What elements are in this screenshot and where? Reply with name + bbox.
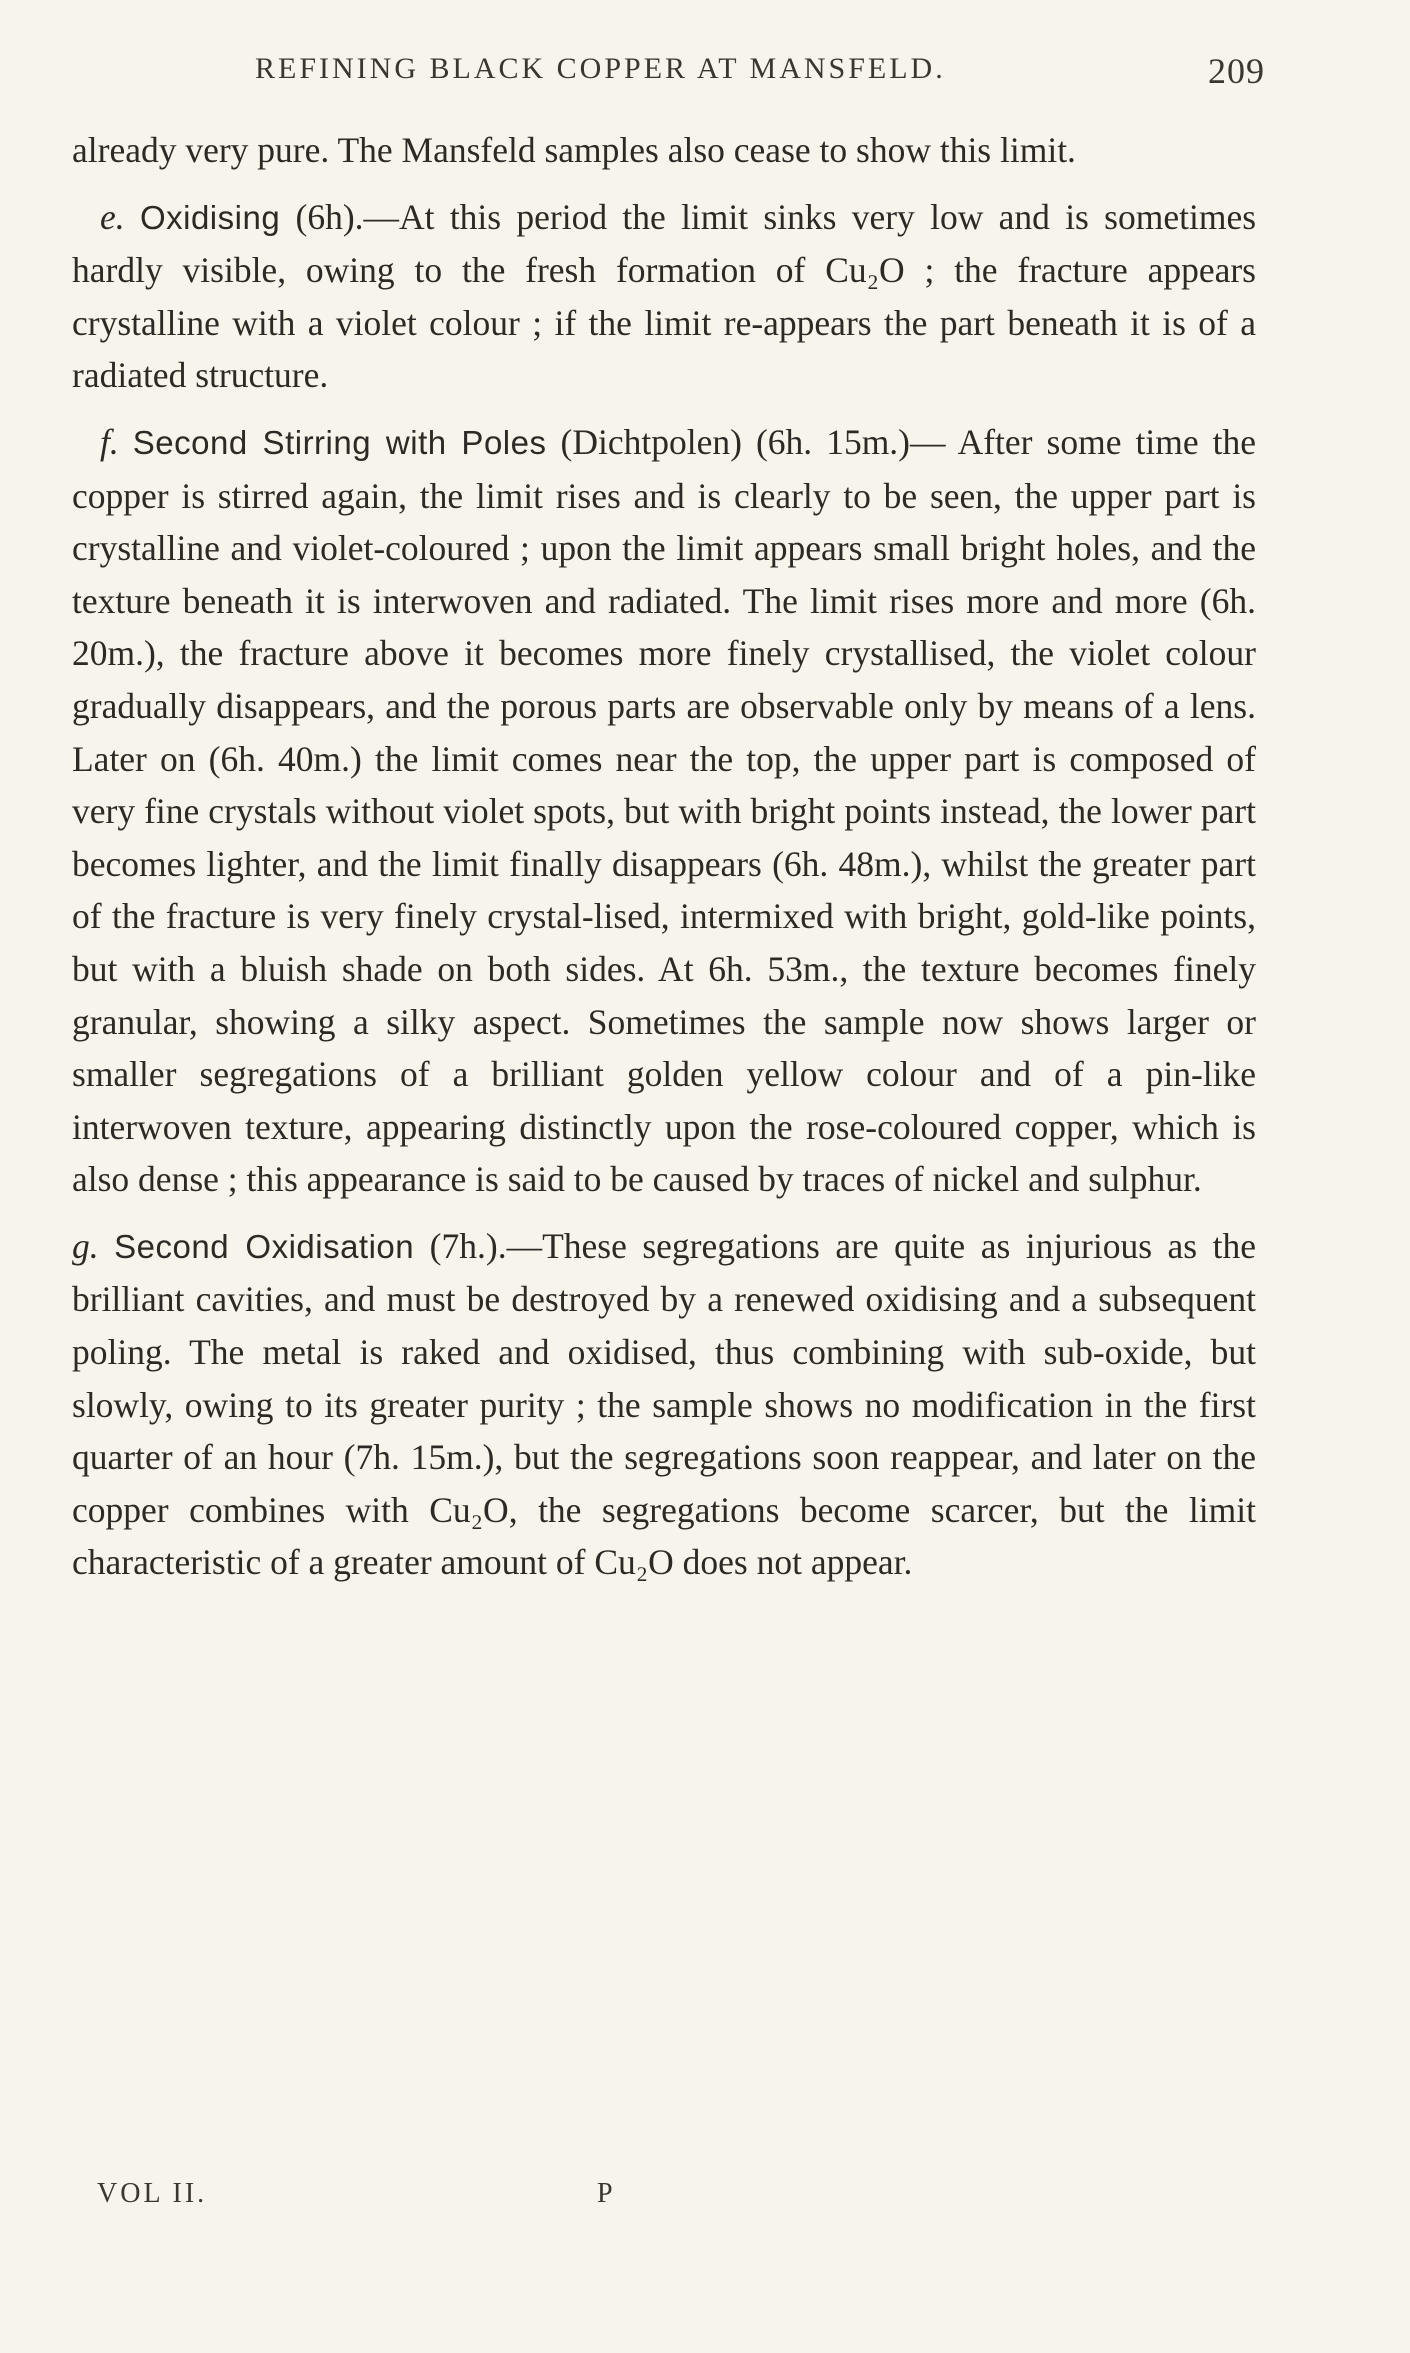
signature-mark: P [597, 2178, 616, 2209]
section-lead: Oxidising [139, 198, 281, 236]
section-letter: e. [100, 196, 125, 237]
paragraph-second-stirring [72, 416, 1256, 1206]
section-letter: f. [100, 421, 119, 462]
section-lead: Second Oxidisation [114, 1227, 415, 1265]
section-letter: g. [72, 1225, 99, 1266]
paragraph-second-oxidisation [72, 1220, 1256, 1589]
volume-label: VOL II. [97, 2178, 208, 2209]
paragraph-text: (Dichtpolen) (6h. 15m.)— After some time the copper is stirred again, the limit rises and is clearly to be seen, the upper part is crystalline and violet-coloured ; upon the limit appears small bright holes, and the texture beneath it is interwoven and radiated. The limit rises more and more (6h. 20m.), the fracture above it becomes more finely crystallised, the violet colour gradually disappears, and the porous parts are observable only by means of a lens. Later on (6h. 40m.) the limit comes near the top, the upper part is composed of very fine crystals without violet spots, but with bright points instead, the lower part becomes lighter, and the limit finally disappears (6h. 48m.), whilst the greater part of the fracture is very finely crystal-lised, intermixed with bright, gold-like points, but with a bluish shade on both sides. At 6h. 53m., the texture becomes finely granular, showing a silky aspect. Sometimes the sample now shows larger or smaller segregations of a brilliant golden yellow colour and of a pin-like interwoven texture, appearing distinctly upon the rose-coloured copper, which is also dense ; this appearance is said to be caused by traces of nickel and sulphur. [72, 421, 1257, 1200]
page-footer [97, 2178, 697, 2218]
page-number: 209 [1208, 51, 1265, 91]
paragraph-text: already very pure. The Mansfeld samples also cease to show this limit. [72, 130, 1076, 170]
section-lead: Second Stirring with Poles [132, 423, 547, 461]
paragraph-text: (6h).—At this period the limit sinks very low and is sometimes hardly visible, owing to the fresh formation of Cu₂O ; the fracture appears crystalline with a violet colour ; if the limit re-appears the part beneath it is of a radiated structure. [72, 196, 1257, 396]
paragraph-continuation [72, 124, 1256, 177]
paragraph-oxidising [72, 191, 1256, 402]
running-title: REFINING BLACK COPPER AT MANSFELD. [255, 52, 946, 85]
running-head [255, 52, 1265, 92]
paragraph-text: (7h.).—These segregations are quite as injurious as the brilliant cavities, and must be destroyed by a renewed oxidising and a subsequent poling. The metal is raked and oxidised, thus combining with sub-oxide, but slowly, owing to its greater purity ; the sample shows no modification in the first quarter of an hour (7h. 15m.), but the segregations soon reappear, and later on the copper combines with Cu₂O, the segregations become scarcer, but the limit characteristic of a greater amount of Cu₂O does not appear. [72, 1225, 1256, 1583]
body-text [72, 124, 1256, 1603]
